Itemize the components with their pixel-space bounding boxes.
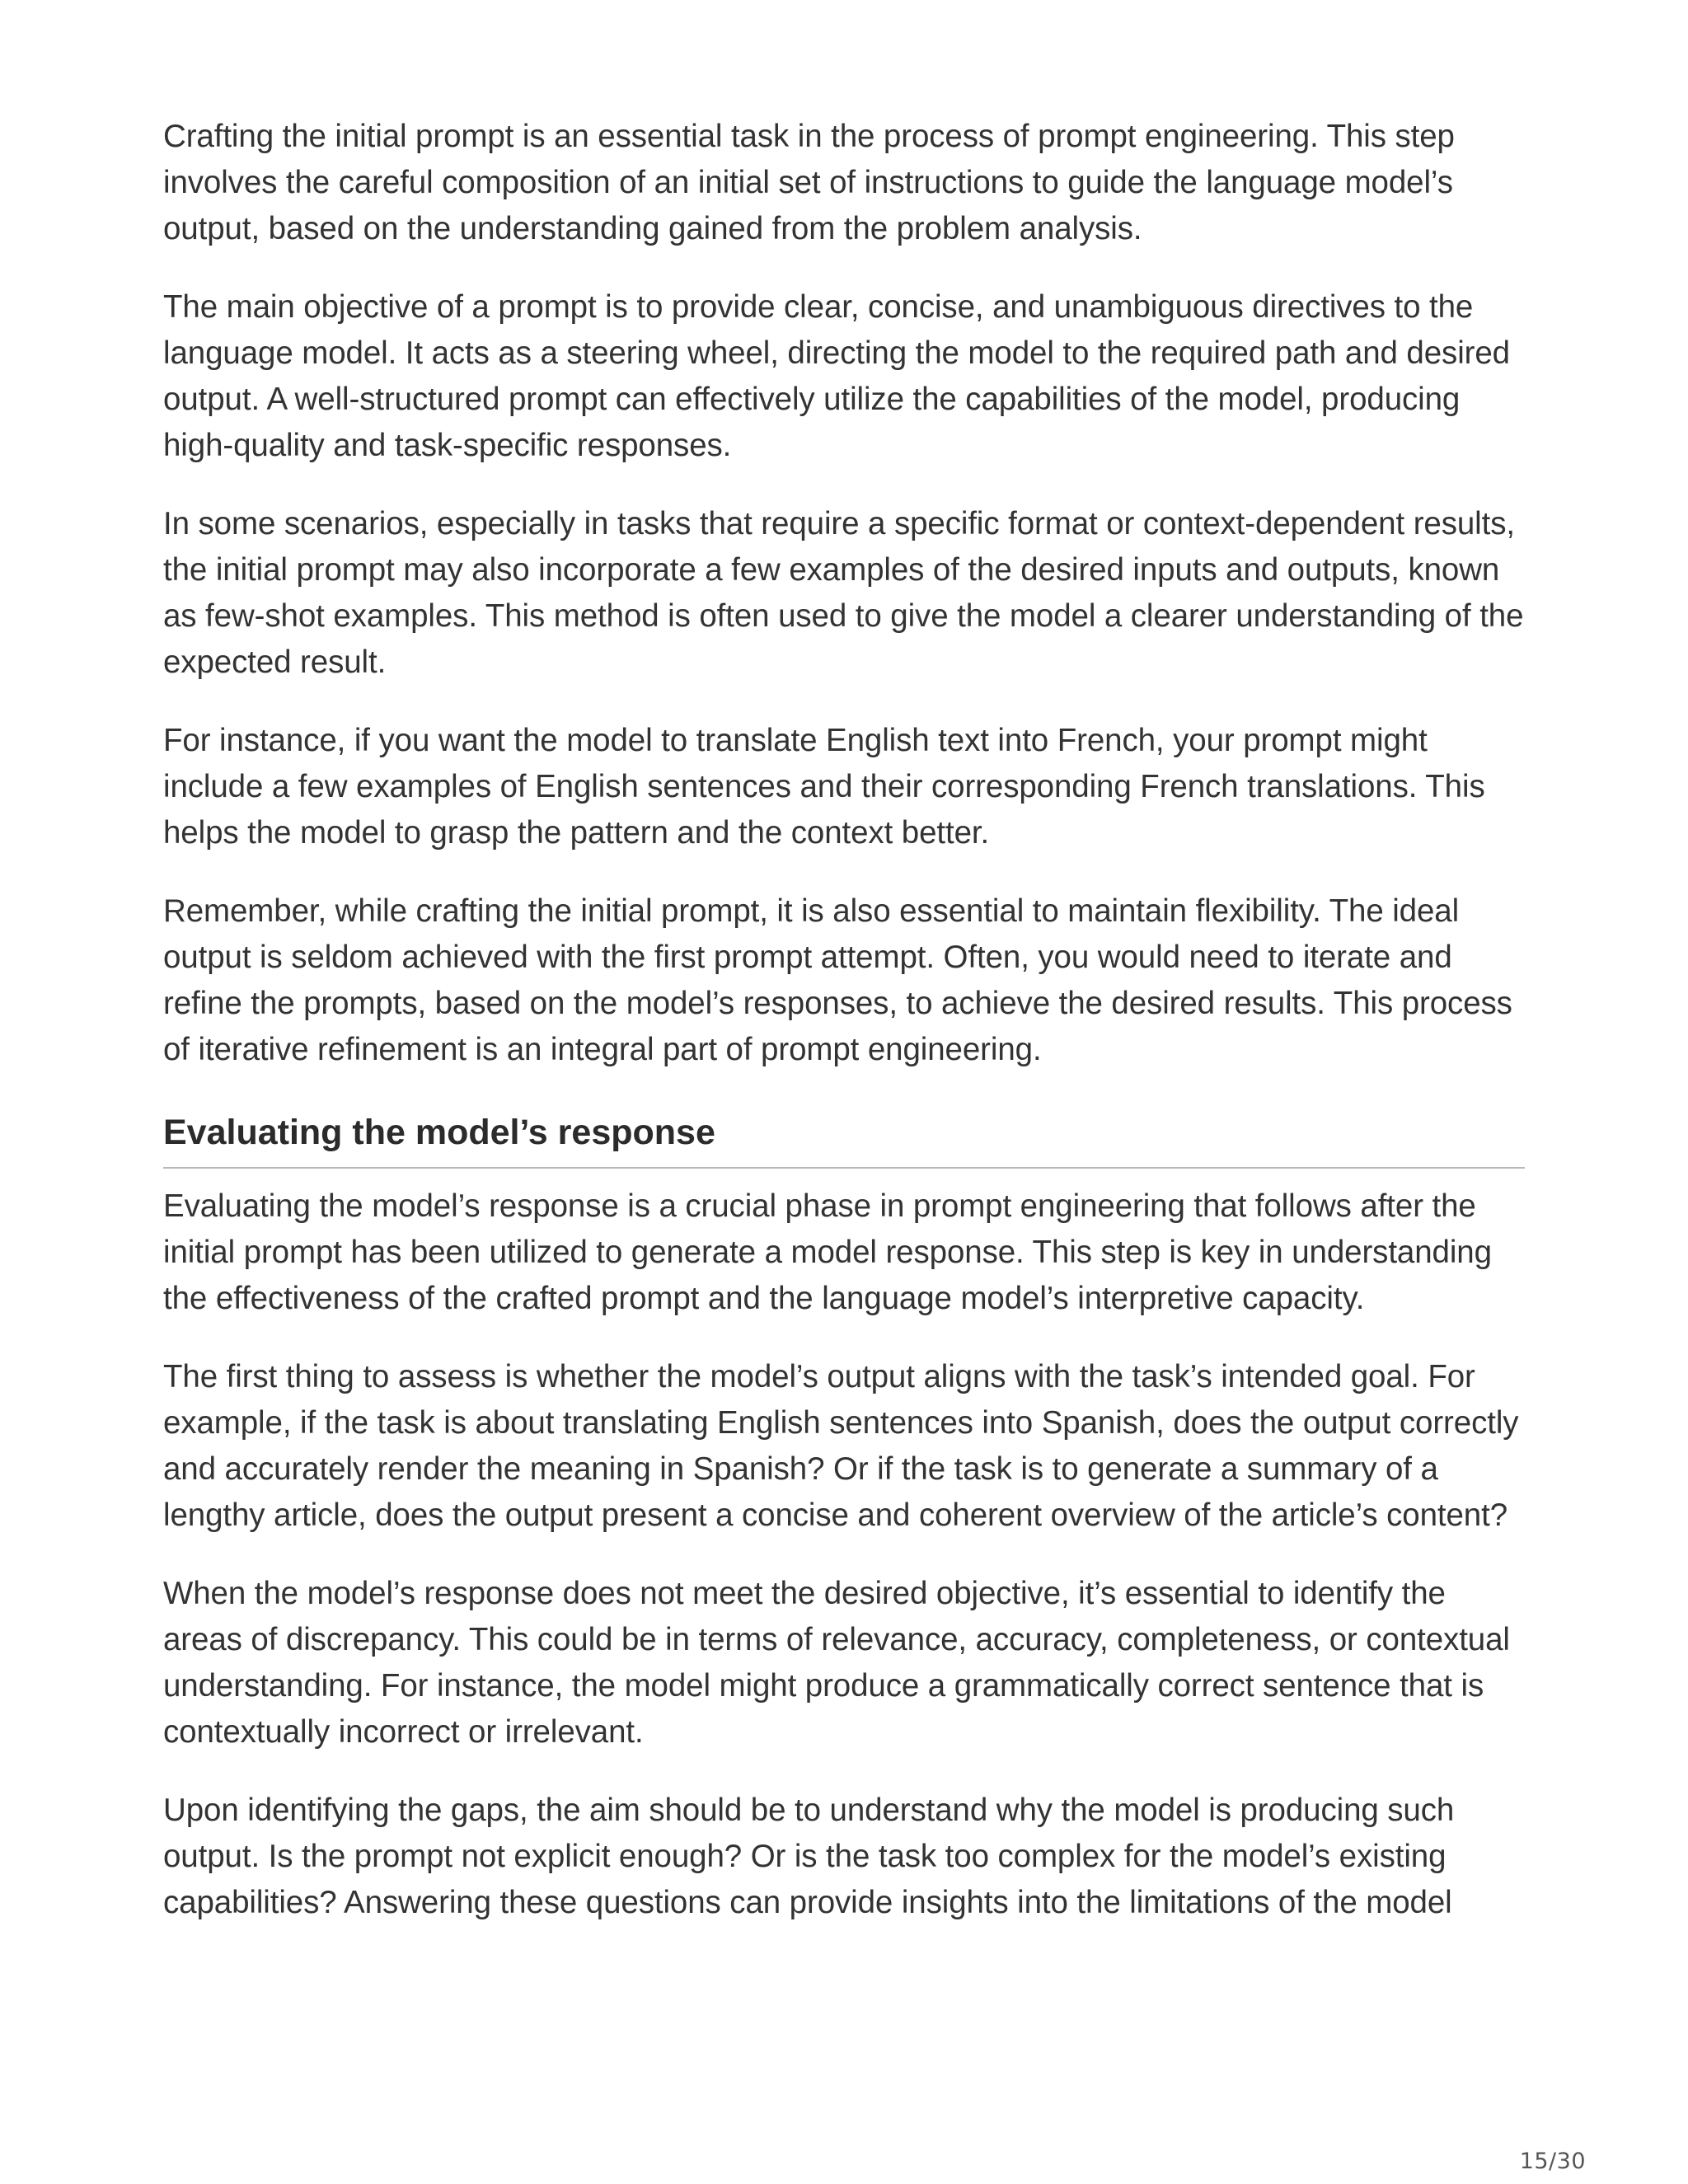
paragraph: The main objective of a prompt is to provide clear, concise, and unambiguous directives to the language model. It acts as a steering wheel, directing the model to the required path and desired output. A well-structured prompt can effectively utilize the capabilities of the model, producing high-quality and task-specific responses. [163, 289, 1510, 463]
section-body [163, 1183, 1525, 1926]
page-number: 15/30 [1519, 2149, 1586, 2174]
section-heading: Evaluating the model’s response [163, 1109, 1525, 1169]
document-body [163, 114, 1525, 1958]
paragraph: Remember, while crafting the initial prompt, it is also essential to maintain flexibility. The ideal output is seldom achieved with the first prompt attempt. Often, you would need to iterate and refine the prompts, based on the model’s responses, to achieve the desired results. This process of iterative refinement is an integral part of prompt engineering. [163, 893, 1512, 1067]
paragraph: Evaluating the model’s response is a crucial phase in prompt engineering that follows after the initial prompt has been utilized to generate a model response. This step is key in understanding the effectiveness of the crafted prompt and the language model’s interpretive capacity. [163, 1188, 1492, 1316]
paragraph: When the model’s response does not meet the desired objective, it’s essential to identify the areas of discrepancy. This could be in terms of relevance, accuracy, completeness, or contextual understanding. For instance, the model might produce a grammatically correct sentence that is contextually incorrect or irrelevant. [163, 1576, 1510, 1750]
paragraph: In some scenarios, especially in tasks that require a specific format or context-dependent results, the initial prompt may also incorporate a few examples of the desired inputs and outputs, known as few-shot examples. This method is often used to give the model a clearer understanding of the expected result. [163, 506, 1524, 680]
paragraph: Crafting the initial prompt is an essential task in the process of prompt engineering. This step involves the careful composition of an initial set of instructions to guide the language model’s output, based on the understanding gained from the problem analysis. [163, 119, 1455, 246]
paragraph: The first thing to assess is whether the model’s output aligns with the task’s intended goal. For example, if the task is about translating English sentences into Spanish, does the output correctly and accurately render the meaning in Spanish? Or if the task is to generate a summary of a lengthy article, does the output present a concise and coherent overview of the article’s content? [163, 1359, 1519, 1533]
paragraph: For instance, if you want the model to translate English text into French, your prompt might include a few examples of English sentences and their corresponding French translations. This helps the model to grasp the pattern and the context better. [163, 723, 1485, 851]
paragraph: Upon identifying the gaps, the aim should be to understand why the model is producing such output. Is the prompt not explicit enough? Or is the task too complex for the model’s existing capabilities? Answering these questions can provide insights into the limitations of the model [163, 1793, 1455, 1920]
